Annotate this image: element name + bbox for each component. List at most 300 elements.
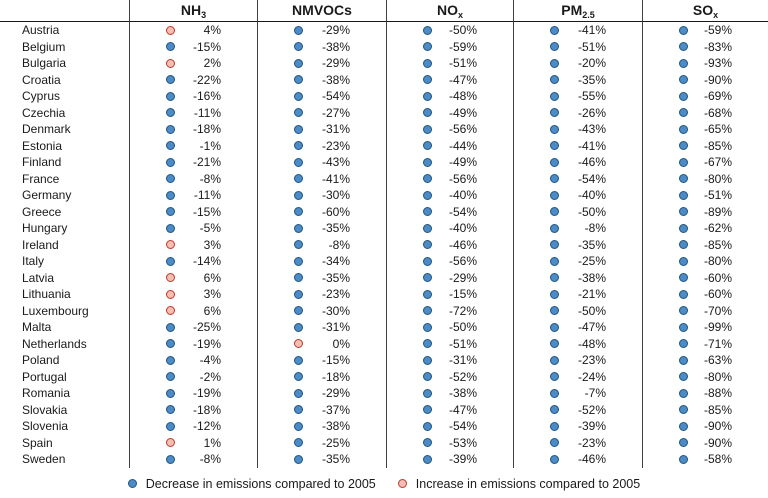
increase-dot [398, 479, 407, 488]
decrease-dot [294, 306, 303, 315]
table-row [0, 171, 768, 188]
cell-value: -11% [193, 188, 221, 203]
decrease-dot [679, 356, 688, 365]
cell-value: -16% [192, 89, 221, 104]
data-cell [257, 22, 386, 39]
data-cell [513, 55, 642, 72]
decrease-dot [679, 141, 688, 150]
data-cell [129, 319, 257, 336]
decrease-dot [679, 306, 688, 315]
data-cell [257, 204, 386, 221]
cell-value: -80% [703, 171, 732, 186]
cell-value: -39% [577, 419, 606, 434]
table-row [0, 303, 768, 320]
data-cell [129, 220, 257, 237]
data-cell [257, 105, 386, 122]
increase-dot [166, 306, 175, 315]
decrease-dot [679, 372, 688, 381]
decrease-dot [550, 240, 559, 249]
decrease-dot [294, 191, 303, 200]
decrease-dot [550, 389, 559, 398]
decrease-dot [550, 125, 559, 134]
cell-value: -49% [448, 105, 477, 120]
country-label: Ireland [22, 237, 59, 252]
country-label: Romania [22, 386, 71, 401]
decrease-dot [294, 75, 303, 84]
decrease-dot [550, 26, 559, 35]
decrease-dot [679, 125, 688, 134]
data-cell [642, 22, 768, 39]
decrease-dot [166, 257, 175, 266]
cell-value: -8% [328, 237, 350, 252]
cell-value: -50% [448, 23, 477, 38]
data-cell [129, 369, 257, 386]
data-cell [386, 121, 513, 138]
cell-value: -54% [448, 204, 477, 219]
data-cell [386, 39, 513, 56]
decrease-dot [423, 59, 432, 68]
data-cell [513, 270, 642, 287]
decrease-dot [423, 389, 432, 398]
cell-value: -34% [321, 254, 350, 269]
cell-value: -26% [577, 105, 606, 120]
data-cell [386, 402, 513, 419]
decrease-dot [550, 174, 559, 183]
data-cell [257, 55, 386, 72]
data-cell [386, 171, 513, 188]
data-cell [257, 171, 386, 188]
data-cell [642, 270, 768, 287]
data-cell [257, 253, 386, 270]
cell-value: -23% [321, 138, 350, 153]
table-row [0, 72, 768, 89]
decrease-dot [679, 323, 688, 332]
decrease-dot [166, 323, 175, 332]
decrease-dot [294, 455, 303, 464]
decrease-dot [294, 405, 303, 414]
column-header [513, 0, 642, 22]
cell-value: -51% [448, 56, 477, 71]
cell-value: -29% [321, 23, 350, 38]
data-cell [642, 55, 768, 72]
country-label: Belgium [22, 39, 66, 54]
cell-value: -90% [703, 435, 732, 450]
cell-value: -1% [199, 138, 221, 153]
column-header [129, 0, 257, 22]
cell-value: -53% [448, 435, 477, 450]
data-cell [513, 121, 642, 138]
decrease-dot [294, 158, 303, 167]
data-cell [386, 220, 513, 237]
decrease-dot [166, 42, 175, 51]
data-cell [513, 369, 642, 386]
cell-value: -60% [321, 204, 350, 219]
data-cell [513, 171, 642, 188]
table-row [0, 237, 768, 254]
cell-value: -8% [199, 171, 221, 186]
cell-value: -40% [448, 188, 477, 203]
table-header [0, 0, 768, 22]
table-row [0, 105, 768, 122]
cell-value: -18% [321, 369, 350, 384]
cell-value: -4% [199, 353, 221, 368]
cell-value: -99% [703, 320, 732, 335]
country-label: France [22, 171, 60, 186]
cell-value: -80% [703, 369, 732, 384]
data-cell [257, 138, 386, 155]
data-cell [386, 352, 513, 369]
cell-value: -40% [577, 188, 606, 203]
table-body [0, 22, 768, 468]
decrease-dot [550, 356, 559, 365]
data-cell [642, 204, 768, 221]
decrease-dot [423, 290, 432, 299]
decrease-dot [166, 141, 175, 150]
data-cell [513, 220, 642, 237]
data-cell [642, 138, 768, 155]
decrease-dot [423, 455, 432, 464]
cell-value: -47% [448, 402, 477, 417]
table-row [0, 22, 768, 39]
country-label: Hungary [22, 221, 68, 236]
decrease-dot [294, 59, 303, 68]
decrease-dot [294, 92, 303, 101]
increase-dot [166, 273, 175, 282]
cell-value: -37% [321, 402, 350, 417]
decrease-dot [423, 158, 432, 167]
cell-value: -46% [577, 452, 606, 467]
cell-value: -85% [703, 237, 732, 252]
decrease-dot [423, 108, 432, 117]
cell-value: -47% [448, 72, 477, 87]
data-cell [513, 237, 642, 254]
country-label: Poland [22, 353, 60, 368]
cell-value: -29% [321, 386, 350, 401]
cell-value: -58% [703, 452, 732, 467]
data-cell [386, 270, 513, 287]
decrease-dot [679, 207, 688, 216]
data-cell [513, 204, 642, 221]
cell-value: -85% [703, 138, 732, 153]
data-cell [386, 22, 513, 39]
data-cell [129, 105, 257, 122]
country-label: Bulgaria [22, 56, 67, 71]
decrease-dot [679, 75, 688, 84]
table-row [0, 402, 768, 419]
data-cell [386, 88, 513, 105]
cell-value: -38% [448, 386, 477, 401]
cell-value: -72% [448, 303, 477, 318]
cell-value: 4% [203, 23, 221, 38]
decrease-dot [550, 92, 559, 101]
cell-value: -23% [321, 287, 350, 302]
data-cell [513, 105, 642, 122]
data-cell [513, 187, 642, 204]
data-cell [513, 39, 642, 56]
decrease-dot [294, 26, 303, 35]
cell-value: -51% [448, 336, 477, 351]
decrease-dot [550, 191, 559, 200]
data-cell [257, 352, 386, 369]
cell-value: -35% [321, 221, 350, 236]
data-cell [257, 187, 386, 204]
data-cell [642, 435, 768, 452]
data-cell [642, 171, 768, 188]
decrease-dot [294, 240, 303, 249]
decrease-dot [679, 405, 688, 414]
cell-value: -54% [577, 171, 606, 186]
decrease-dot [550, 224, 559, 233]
cell-value: -29% [321, 56, 350, 71]
cell-value: -50% [577, 303, 606, 318]
cell-value: 2% [203, 56, 221, 71]
pollutant-subscript: x [713, 10, 719, 20]
data-cell [513, 286, 642, 303]
cell-value: -30% [321, 303, 350, 318]
table-row [0, 385, 768, 402]
pollutant-label: NO [436, 2, 458, 18]
decrease-dot [679, 339, 688, 348]
data-cell [129, 270, 257, 287]
decrease-dot [550, 75, 559, 84]
decrease-dot [423, 125, 432, 134]
country-label: Estonia [22, 138, 63, 153]
data-cell [513, 154, 642, 171]
decrease-dot [679, 273, 688, 282]
country-column-header [0, 0, 129, 22]
table-row [0, 319, 768, 336]
decrease-dot [423, 273, 432, 282]
data-cell [257, 303, 386, 320]
cell-value: -27% [321, 105, 350, 120]
decrease-dot [550, 257, 559, 266]
data-cell [129, 39, 257, 56]
decrease-dot [679, 422, 688, 431]
decrease-dot [166, 422, 175, 431]
cell-value: -60% [703, 270, 732, 285]
country-label: Slovenia [22, 419, 69, 434]
cell-value: -22% [192, 72, 221, 87]
cell-value: -54% [321, 89, 350, 104]
data-cell [642, 385, 768, 402]
country-label: Slovakia [22, 402, 68, 417]
cell-value: -25% [192, 320, 221, 335]
data-cell [257, 88, 386, 105]
decrease-dot [679, 224, 688, 233]
data-cell [129, 72, 257, 89]
decrease-dot [166, 75, 175, 84]
data-cell [386, 72, 513, 89]
data-cell [386, 286, 513, 303]
cell-value: -38% [321, 72, 350, 87]
decrease-dot [679, 42, 688, 51]
cell-value: -35% [321, 452, 350, 467]
decrease-dot [679, 59, 688, 68]
cell-value: -18% [192, 122, 221, 137]
pollutant-label: NH [180, 2, 202, 18]
table-row [0, 352, 768, 369]
column-header [257, 0, 386, 22]
legend-item [398, 477, 640, 491]
data-cell [642, 336, 768, 353]
cell-value: -55% [577, 89, 606, 104]
cell-value: -18% [192, 402, 221, 417]
decrease-dot [679, 92, 688, 101]
increase-dot [166, 26, 175, 35]
data-cell [513, 336, 642, 353]
decrease-dot [423, 438, 432, 447]
cell-value: -15% [448, 287, 477, 302]
data-cell [257, 237, 386, 254]
data-cell [257, 72, 386, 89]
decrease-dot [166, 174, 175, 183]
data-cell [642, 105, 768, 122]
data-cell [129, 187, 257, 204]
cell-value: -31% [448, 353, 477, 368]
decrease-dot [294, 224, 303, 233]
decrease-dot [550, 323, 559, 332]
cell-value: -89% [703, 204, 732, 219]
increase-dot [166, 240, 175, 249]
data-cell [129, 55, 257, 72]
data-cell [129, 352, 257, 369]
data-cell [642, 237, 768, 254]
table-row [0, 253, 768, 270]
decrease-dot [423, 207, 432, 216]
data-cell [513, 22, 642, 39]
decrease-dot [294, 42, 303, 51]
decrease-dot [679, 455, 688, 464]
decrease-dot [550, 42, 559, 51]
table-row [0, 39, 768, 56]
decrease-dot [550, 273, 559, 282]
decrease-dot [294, 125, 303, 134]
pollutant-subscript: 3 [201, 10, 207, 20]
data-cell [642, 220, 768, 237]
data-cell [129, 237, 257, 254]
cell-value: -52% [448, 369, 477, 384]
data-cell [129, 204, 257, 221]
data-cell [642, 451, 768, 468]
data-cell [129, 385, 257, 402]
cell-value: -51% [577, 39, 606, 54]
decrease-dot [550, 108, 559, 117]
decrease-dot [294, 108, 303, 117]
decrease-dot [679, 389, 688, 398]
country-label: Czechia [22, 105, 66, 120]
decrease-dot [423, 75, 432, 84]
cell-value: -56% [448, 254, 477, 269]
data-cell [257, 220, 386, 237]
decrease-dot [294, 290, 303, 299]
increase-dot [166, 290, 175, 299]
table-row [0, 418, 768, 435]
decrease-dot [423, 191, 432, 200]
cell-value: -46% [448, 237, 477, 252]
table-row [0, 270, 768, 287]
data-cell [129, 88, 257, 105]
cell-value: -39% [448, 452, 477, 467]
increase-dot [166, 438, 175, 447]
decrease-dot [423, 306, 432, 315]
cell-value: -47% [577, 320, 606, 335]
cell-value: 3% [203, 287, 221, 302]
decrease-dot [294, 438, 303, 447]
decrease-dot [423, 339, 432, 348]
decrease-dot [679, 108, 688, 117]
cell-value: -70% [703, 303, 732, 318]
decrease-dot [550, 207, 559, 216]
cell-value: -15% [192, 204, 221, 219]
cell-value: -35% [577, 72, 606, 87]
decrease-dot [294, 323, 303, 332]
cell-value: -30% [321, 188, 350, 203]
cell-value: -19% [192, 336, 221, 351]
decrease-dot [294, 273, 303, 282]
data-cell [386, 204, 513, 221]
cell-value: -15% [192, 39, 221, 54]
data-cell [129, 138, 257, 155]
decrease-dot [423, 174, 432, 183]
decrease-dot [166, 339, 175, 348]
cell-value: -35% [321, 270, 350, 285]
data-cell [513, 303, 642, 320]
data-cell [513, 352, 642, 369]
data-cell [386, 418, 513, 435]
cell-value: -56% [448, 171, 477, 186]
decrease-dot [550, 405, 559, 414]
cell-value: -68% [703, 105, 732, 120]
data-cell [642, 39, 768, 56]
cell-value: 3% [203, 237, 221, 252]
data-cell [513, 418, 642, 435]
table-row [0, 451, 768, 468]
data-cell [513, 451, 642, 468]
decrease-dot [550, 422, 559, 431]
decrease-dot [166, 108, 175, 117]
cell-value: -50% [577, 204, 606, 219]
cell-value: -29% [448, 270, 477, 285]
legend-item [128, 477, 376, 491]
cell-value: -12% [192, 419, 221, 434]
data-cell [129, 121, 257, 138]
cell-value: -23% [577, 435, 606, 450]
country-label: Spain [22, 435, 53, 450]
decrease-dot [423, 257, 432, 266]
country-label: Finland [22, 155, 62, 170]
cell-value: -83% [703, 39, 732, 54]
column-header [386, 0, 513, 22]
decrease-dot [679, 257, 688, 266]
cell-value: -14% [192, 254, 221, 269]
data-cell [642, 72, 768, 89]
country-label: Latvia [22, 270, 55, 285]
data-cell [129, 154, 257, 171]
decrease-dot [679, 191, 688, 200]
cell-value: -51% [703, 188, 732, 203]
data-cell [513, 319, 642, 336]
cell-value: -50% [448, 320, 477, 335]
table-row [0, 369, 768, 386]
data-cell [386, 336, 513, 353]
data-cell [642, 352, 768, 369]
data-cell [386, 369, 513, 386]
data-cell [513, 88, 642, 105]
cell-value: 0% [332, 336, 350, 351]
data-cell [129, 418, 257, 435]
data-cell [257, 435, 386, 452]
data-cell [257, 319, 386, 336]
